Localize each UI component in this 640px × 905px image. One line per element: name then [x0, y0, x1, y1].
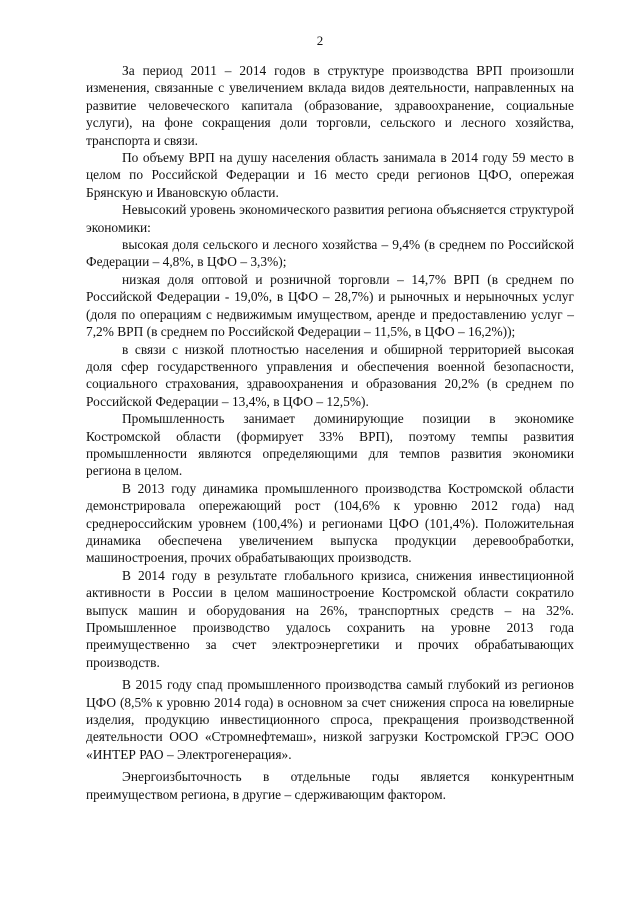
paragraph-economic-level: Невысокий уровень экономического развития региона объясняется структурой экономики:	[86, 202, 574, 235]
paragraph-industry-dominance: Промышленность занимает доминирующие позиции в экономике Костромской области (формирует 33% ВРП), поэтому темпы развития промышленности являются определяющими для темпов развития экономики региона в целом.	[86, 411, 574, 479]
paragraph-energy-surplus: Энергоизбыточность в отдельные годы является конкурентным преимуществом региона, в другие – сдерживающим фактором.	[86, 769, 574, 802]
paragraph-industry-2013: В 2013 году динамика промышленного производства Костромской области демонстрировала опережающий рост (104,6% к уровню 2012 года) над среднероссийским уровнем (100,4%) и регионами ЦФО (101,4%). Положительная динамика обеспечена увеличением выпуска продукции деревообработки, машиностроения, прочих обрабатывающих производств.	[86, 480, 574, 566]
paragraph-agriculture-share: высокая доля сельского и лесного хозяйства – 9,4% (в среднем по Российской Федерации – 4,8%, в ЦФО – 3,3%);	[86, 237, 574, 270]
paragraph-industry-2015: В 2015 году спад промышленного производства самый глубокий из регионов ЦФО (8,5% к уровню 2014 года) в основном за счет снижения спроса на ювелирные изделия, продукцию инвестиционного спроса, прекращения производственной деятельности ООО «Стромнефтемаш», низкой загрузки Костромской ГРЭС ООО «ИНТЕР РАО – Электрогенерация».	[86, 677, 574, 762]
paragraph-trade-share: низкая доля оптовой и розничной торговли – 14,7% ВРП (в среднем по Российской Федерации - 19,0%, в ЦФО – 28,7%) и рыночных и нерыночных услуг (доля по операциям с недвижимым имуществом, аренде и предоставлению услуг – 7,2% ВРП (в среднем по Российской Федерации – 11,5%, в ЦФО – 16,2%));	[86, 271, 574, 340]
document-body	[86, 62, 574, 803]
paragraph-public-sector-share: в связи с низкой плотностью населения и обширной территорией высокая доля сфер государственного управления и обеспечения военной безопасности, социального страхования, здравоохранения и образования 20,2% (в среднем по Российской Федерации – 13,4%, в ЦФО – 12,5%).	[86, 341, 574, 409]
paragraph-grp-per-capita: По объему ВРП на душу населения область занимала в 2014 году 59 место в целом по Российской Федерации и 16 место среди регионов ЦФО, опережая Брянскую и Ивановскую области.	[86, 150, 574, 200]
paragraph-industry-2014: В 2014 году в результате глобального кризиса, снижения инвестиционной активности в России в целом машиностроение Костромской области сократило выпуск машин и оборудования на 26%, транспортных средств – на 32%. Промышленное производство удалось сохранить на уровне 2013 года преимущественно за счет электроэнергетики и прочих обрабатывающих производств.	[86, 567, 574, 670]
page-number: 2	[316, 33, 324, 48]
paragraph-grp-structure: За период 2011 – 2014 годов в структуре производства ВРП произошли изменения, связанные с увеличением вклада видов деятельности, направленных на развитие человеческого капитала (образование, здравоохранение, социальные услуги), на фоне сокращения доли торговли, сельского и лесного хозяйства, транспорта и связи.	[86, 63, 574, 148]
